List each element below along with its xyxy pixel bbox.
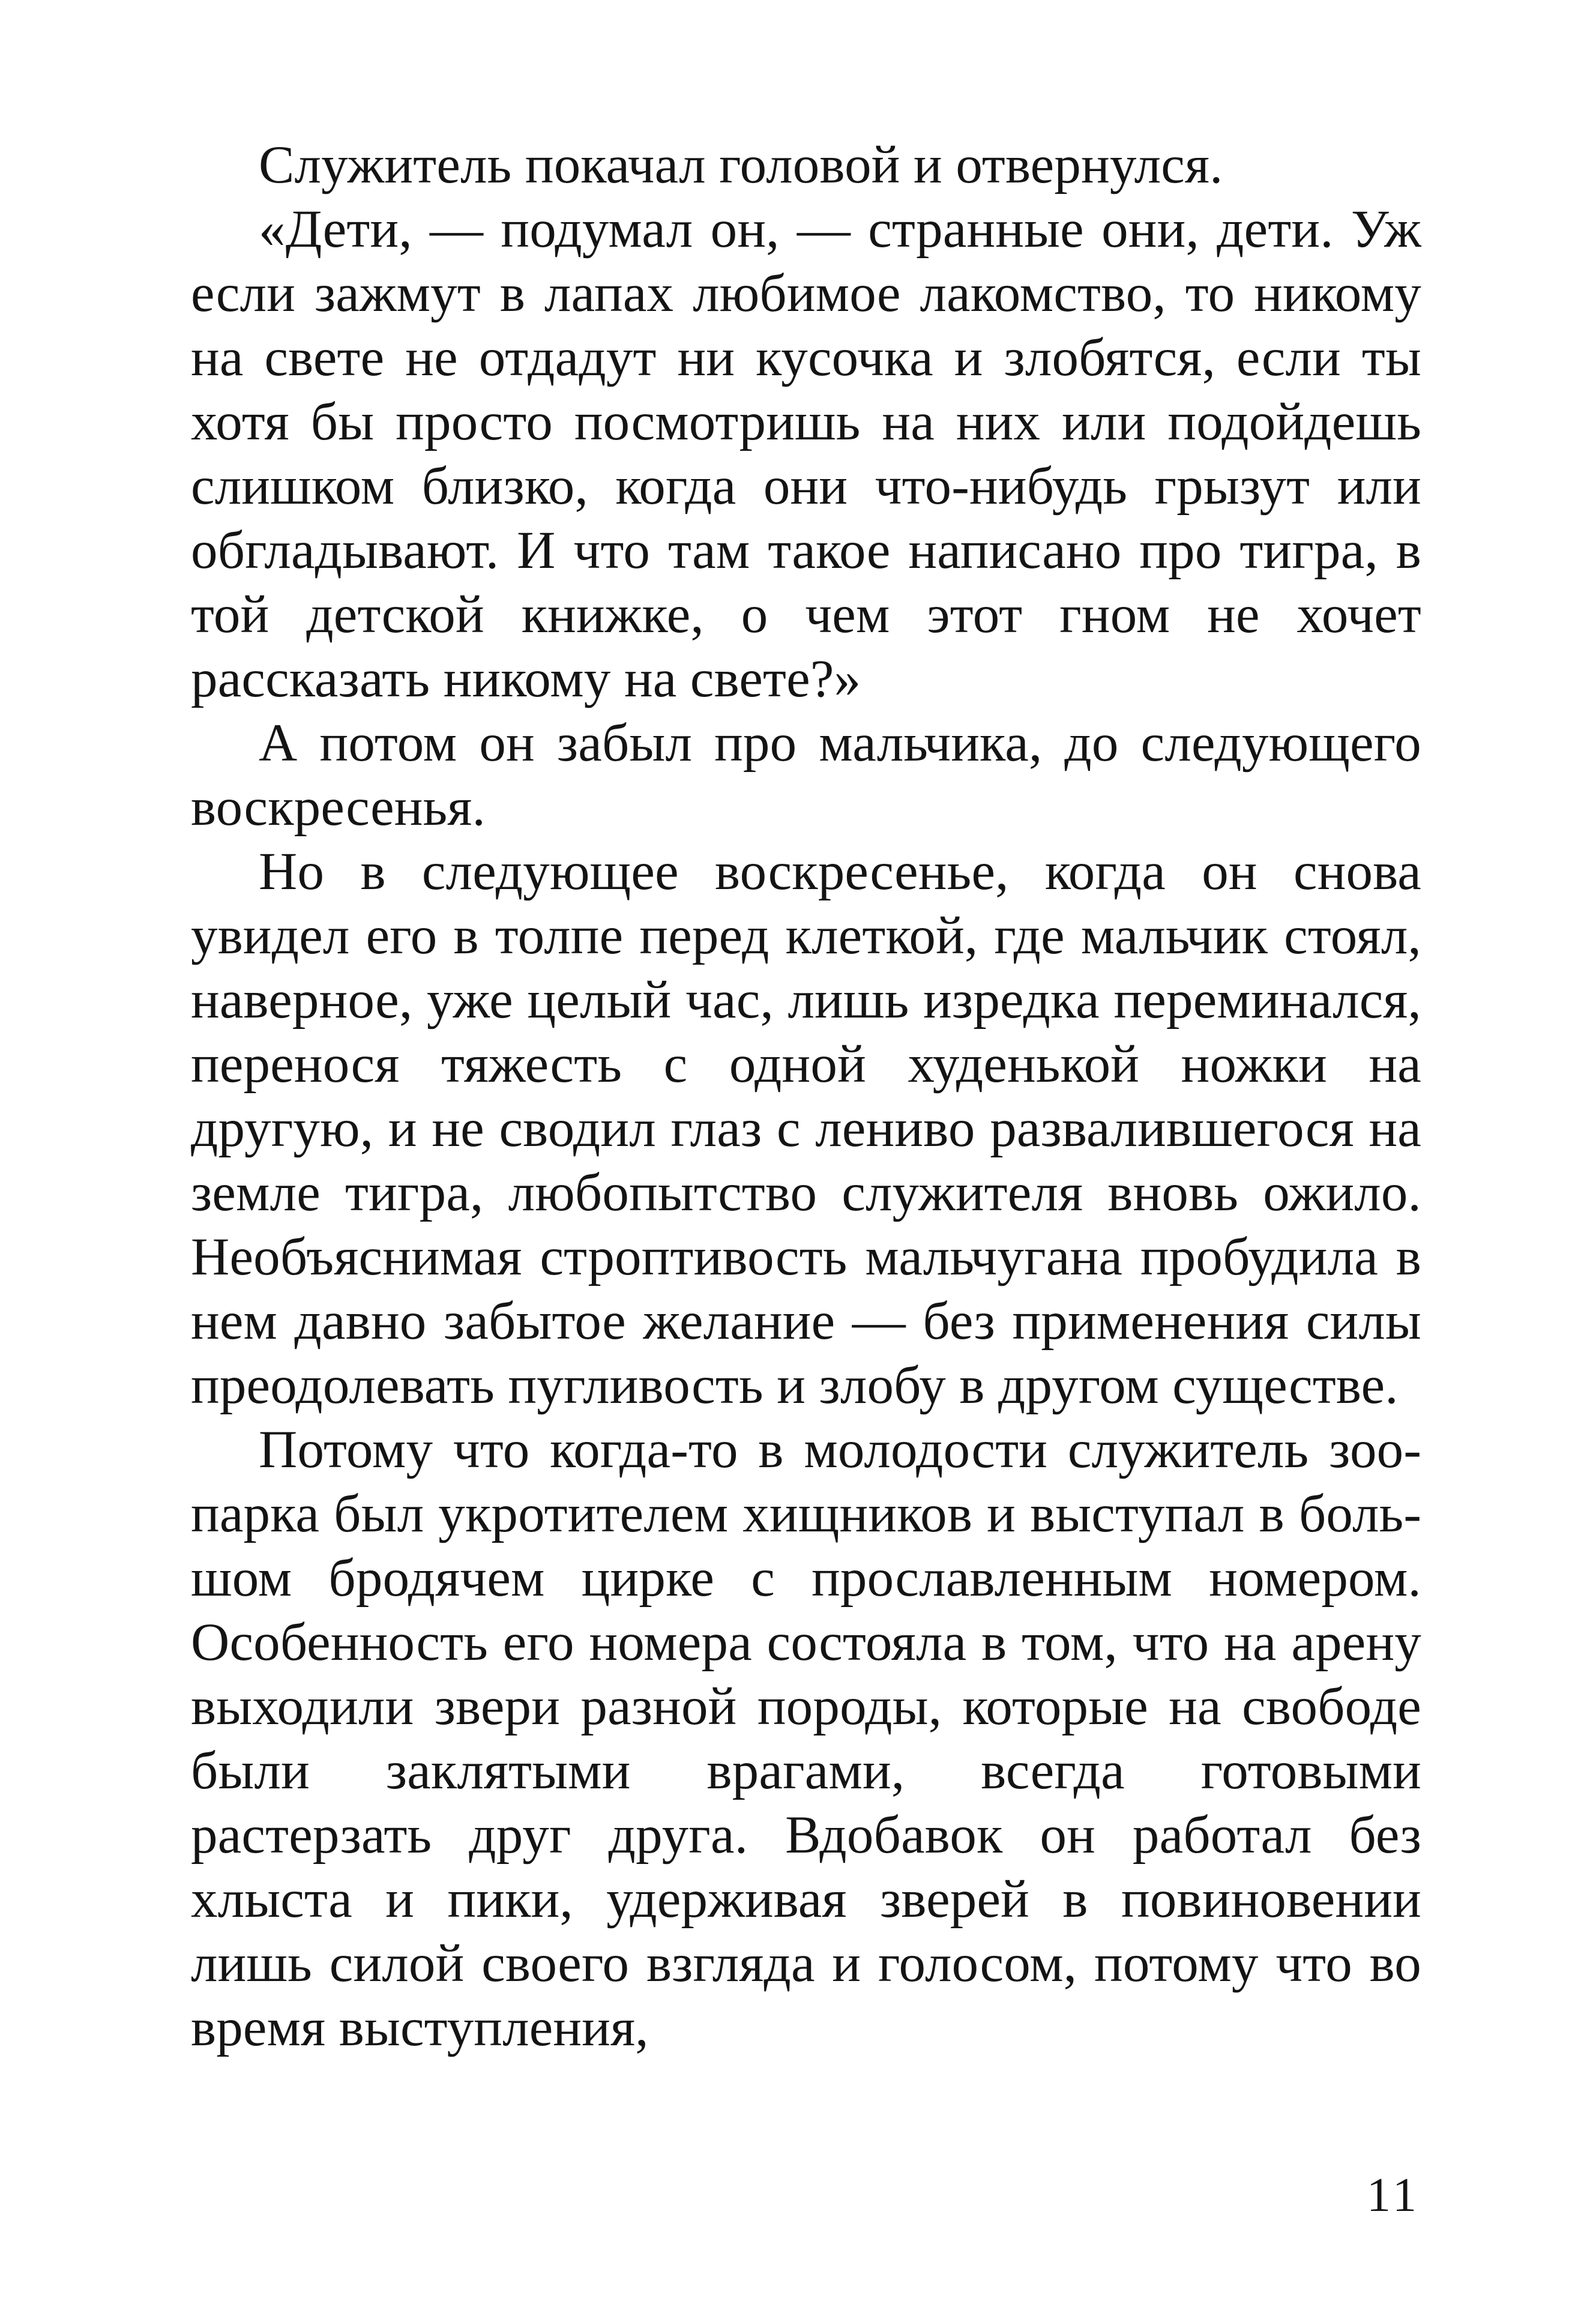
body-text (191, 133, 1421, 2060)
paragraph: Потому что когда-то в молодости служитель зоопарка был укротителем хищников и выступал в большом бродячем цирке с прославленным номером. Особенность его номера состояла в том, что на арену выходили звери разной породы, которые на свободе были заклятыми врагами, всегда готовыми растерзать друг друга. Вдобавок он работал без хлыста и пики, удерживая зверей в повиновении лишь силой своего взгляда и голосом, потому что во время выступления, (191, 1420, 1421, 2057)
paragraph: Но в следующее воскресенье, когда он снова увидел его в толпе перед клеткой, где мальчик стоял, наверное, уже целый час, лишь изредка переминался, перенося тяжесть с одной худенькой ножки на другую, и не сводил глаз с лениво развалившегося на земле тигра, любопытство служителя вновь ожило. Необъяснимая строптивость мальчугана пробудила в нем давно забытое желание — без применения силы преодолевать пугливость и злобу в другом существе. (191, 842, 1421, 1415)
paragraph: Служитель покачал головой и отвернулся. (259, 136, 1223, 195)
page-number: 11 (1366, 2169, 1420, 2222)
paragraph: А потом он забыл про мальчика, до следующего воскресенья. (191, 714, 1421, 837)
paragraph: «Дети, — подумал он, — странные они, дети. Уж если зажмут в лапах любимое лакомство, то никому на свете не отдадут ни кусочка и злобятся, если ты хотя бы просто посмотришь на них или подойдешь слишком близко, когда они что-нибудь грызут или обгладывают. И что там такое написано про тигра, в той детской книжке, о чем этот гном не хочет рассказать никому на свете?» (191, 200, 1421, 708)
